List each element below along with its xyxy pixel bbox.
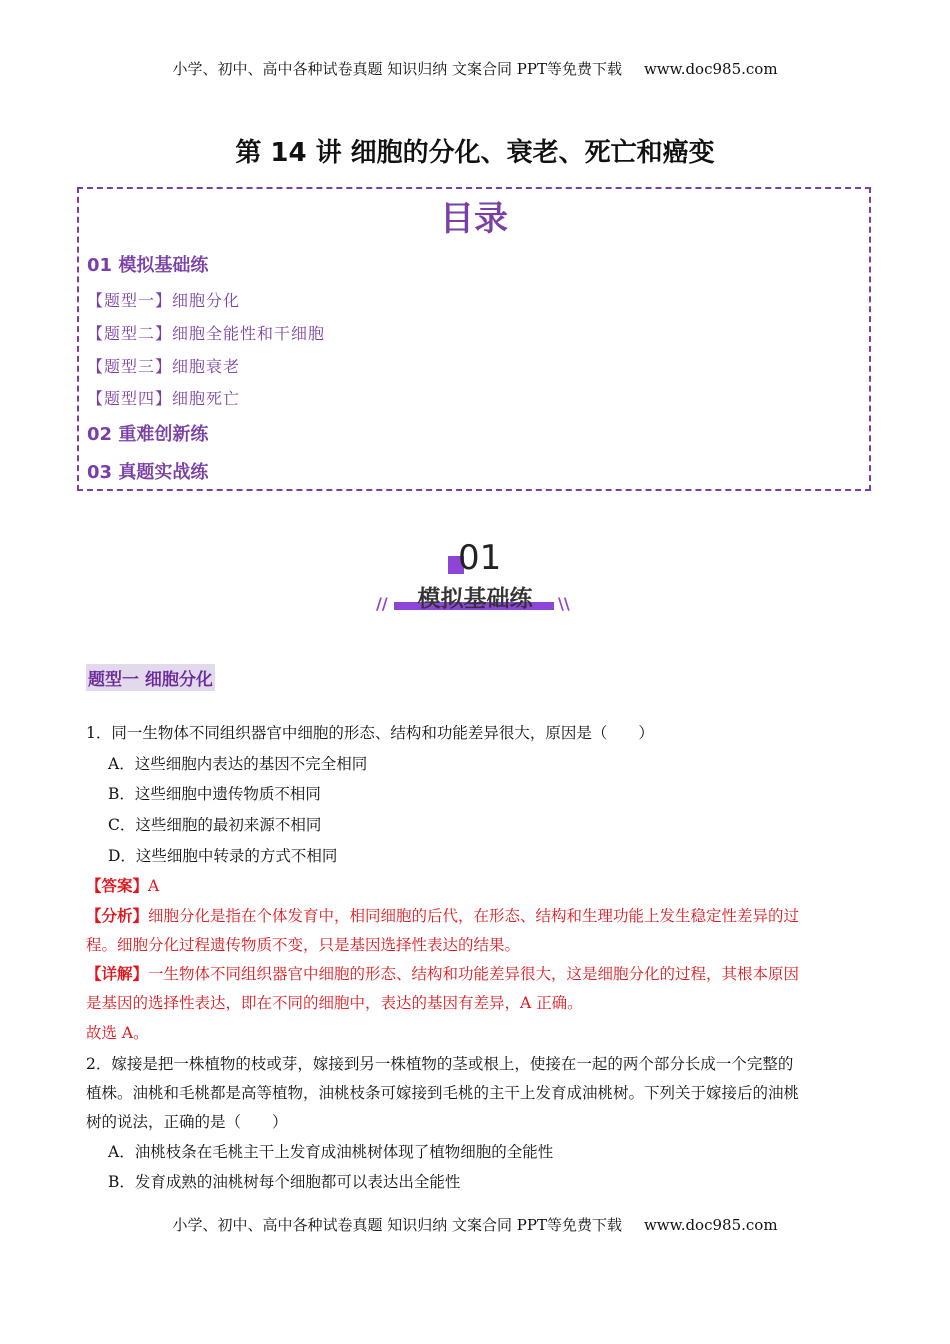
answer-value: A (148, 877, 160, 895)
footer-url[interactable]: www.doc985.com (643, 1216, 778, 1234)
banner-label: 模拟基础练 (417, 586, 533, 612)
header-text: 小学、初中、高中各种试卷真题 知识归纳 文案合同 PPT等免费下载 (172, 60, 622, 78)
banner-right-marks: \\ (558, 594, 570, 613)
toc-item-type-3[interactable]: 【题型三】细胞衰老 (87, 357, 241, 376)
question-1-conclusion: 故选 A。 (86, 1024, 149, 1042)
banner-number: 01 (458, 538, 502, 578)
question-2-option-a: A．油桃枝条在毛桃主干上发育成油桃树体现了植物细胞的全能性 (108, 1143, 554, 1161)
question-2-stem-line-3: 树的说法，正确的是（ ） (86, 1113, 288, 1131)
section-banner (370, 538, 580, 618)
analysis-text-line-2: 程。细胞分化过程遗传物质不变，只是基因选择性表达的结果。 (86, 936, 521, 954)
toc-section-01[interactable]: 01 模拟基础练 (87, 255, 209, 276)
question-2-stem-line-1: 2．嫁接是把一株植物的枝或芽，嫁接到另一株植物的茎或根上，使接在一起的两个部分长成一个完整的 (86, 1055, 794, 1073)
question-1-answer (86, 876, 866, 896)
header-url[interactable]: www.doc985.com (643, 60, 778, 78)
footer-text: 小学、初中、高中各种试卷真题 知识归纳 文案合同 PPT等免费下载 (172, 1216, 622, 1234)
page-title: 第 14 讲 细胞的分化、衰老、死亡和癌变 (235, 138, 715, 168)
question-1-analysis (86, 906, 866, 926)
question-1-detail (86, 964, 866, 984)
table-of-contents (77, 187, 871, 491)
toc-heading: 目录 (440, 199, 508, 239)
question-2-option-b: B．发育成熟的油桃树每个细胞都可以表达出全能性 (108, 1173, 461, 1191)
banner-left-marks: // (376, 594, 388, 613)
question-2-stem-line-2: 植株。油桃和毛桃都是高等植物，油桃枝条可嫁接到毛桃的主干上发育成油桃树。下列关于嫁接后的油桃 (86, 1084, 800, 1102)
question-1-option-d: D．这些细胞中转录的方式不相同 (108, 847, 338, 865)
toc-item-type-2[interactable]: 【题型二】细胞全能性和干细胞 (87, 324, 326, 343)
page-footer (0, 1214, 950, 1235)
toc-section-03[interactable]: 03 真题实战练 (87, 462, 209, 483)
analysis-text-line-1: 细胞分化是指在个体发育中，相同细胞的后代，在形态、结构和生理功能上发生稳定性差异的过 (148, 907, 800, 925)
page-header (0, 58, 950, 79)
toc-section-02[interactable]: 02 重难创新练 (87, 424, 209, 445)
question-1-option-b: B．这些细胞中遗传物质不相同 (108, 785, 321, 803)
toc-item-type-1[interactable]: 【题型一】细胞分化 (87, 291, 241, 310)
type-heading: 题型一 细胞分化 (86, 664, 215, 691)
detail-text-line-1: 一生物体不同组织器官中细胞的形态、结构和功能差异很大，这是细胞分化的过程，其根本原因 (148, 965, 800, 983)
question-1-stem: 1．同一生物体不同组织器官中细胞的形态、结构和功能差异很大，原因是（ ） (86, 724, 654, 742)
question-1-option-c: C．这些细胞的最初来源不相同 (108, 816, 322, 834)
detail-tag: 【详解】 (86, 964, 149, 983)
detail-text-line-2: 是基因的选择性表达，即在不同的细胞中，表达的基因有差异，A 正确。 (86, 994, 583, 1012)
toc-item-type-4[interactable]: 【题型四】细胞死亡 (87, 389, 241, 408)
question-1-option-a: A．这些细胞内表达的基因不完全相同 (108, 755, 368, 773)
answer-tag: 【答案】 (86, 876, 149, 895)
analysis-tag: 【分析】 (86, 906, 149, 925)
